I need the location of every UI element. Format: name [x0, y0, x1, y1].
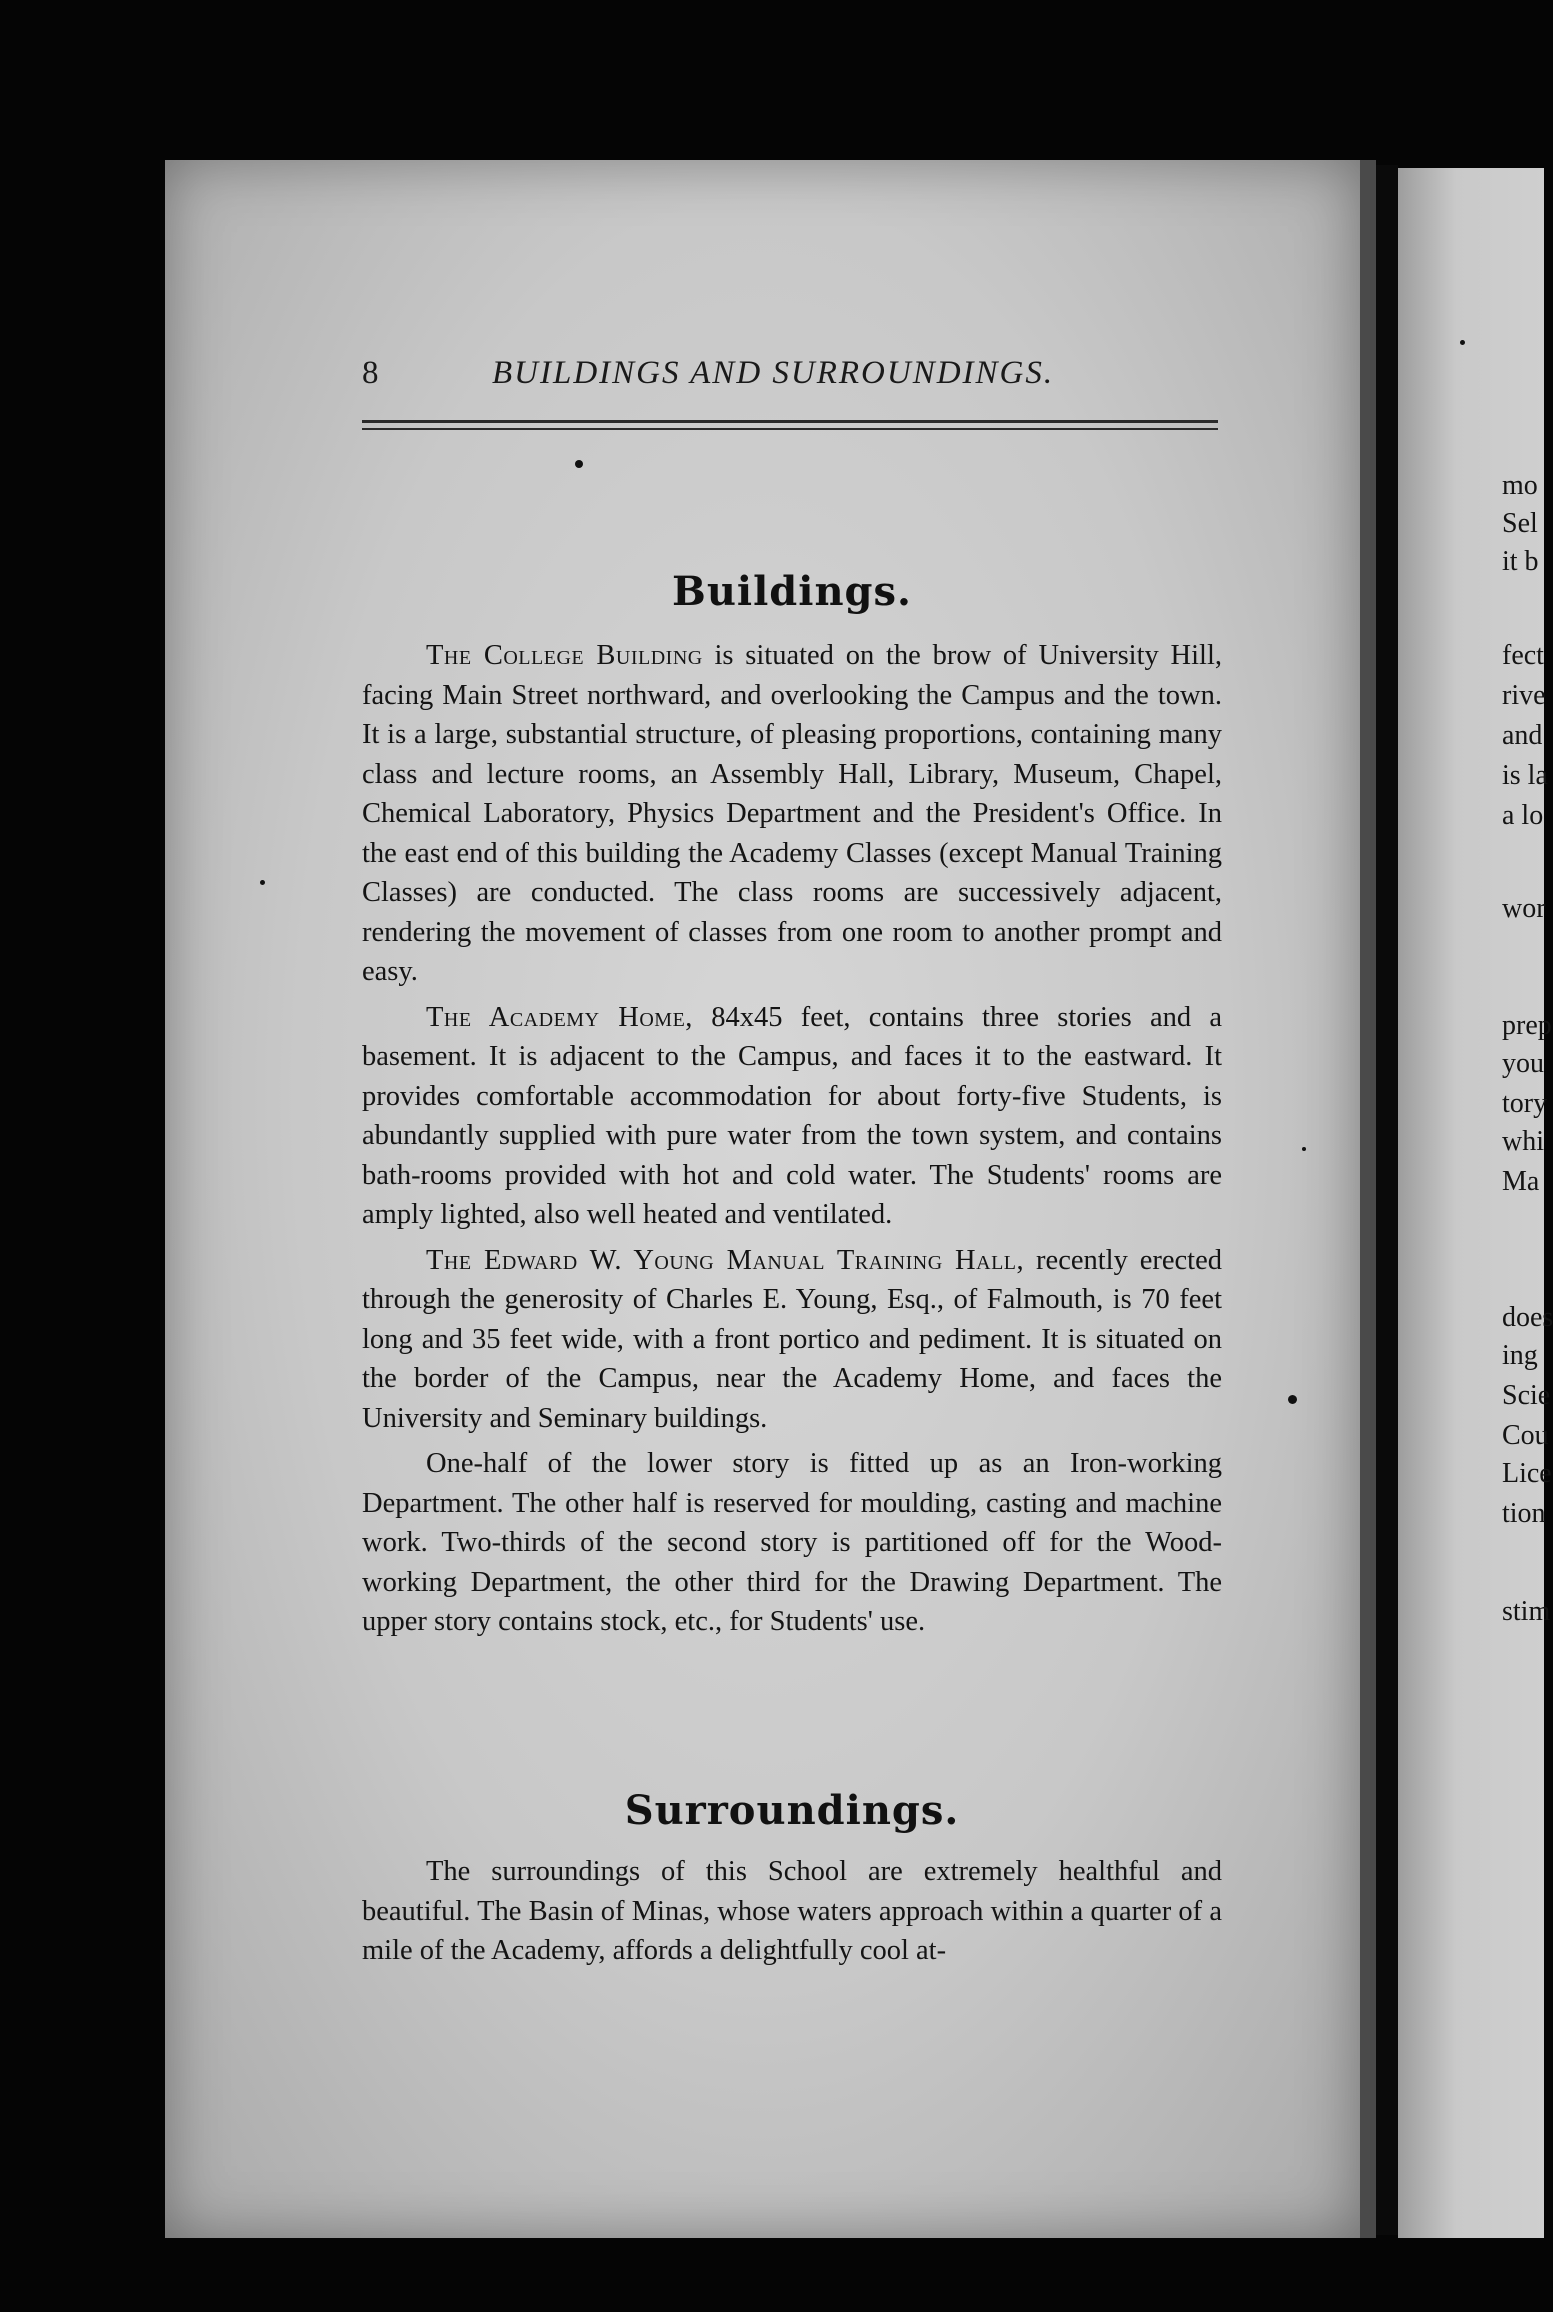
college-building-lead: The College Building: [426, 640, 703, 671]
buildings-heading: Buildings.: [672, 568, 912, 615]
fragment: and: [1502, 720, 1543, 751]
academy-home-text: 84x45 feet, contains three stories and a basement. It is adjacent to the Campus, and faces it to the eastward. It provides comfortable accommodation for about forty-five Students, is abundantly supplied with pure water from the town system, and contains bath-rooms provided with hot and cold water. The Students' rooms are amply lighted, also well heated and ventilated.: [362, 1001, 1222, 1230]
fragment: Scie: [1502, 1380, 1551, 1411]
fragment: it b: [1502, 546, 1539, 577]
fragment: tory: [1502, 1088, 1548, 1119]
ink-speck: [1460, 340, 1465, 345]
academy-home-lead: The Academy Home,: [426, 1001, 693, 1033]
running-header: [362, 355, 1222, 405]
fragment: Ma: [1502, 1166, 1540, 1197]
training-hall-paragraph: [362, 1241, 1222, 1439]
fragment: a lo: [1502, 800, 1544, 831]
fragment: ing: [1502, 1340, 1538, 1371]
surroundings-paragraph: The surroundings of this School are extremely healthful and beautiful. The Basin of Minas, whose waters approach within a quarter of a mile of the Academy, affords a delightfully cool at-: [362, 1856, 1222, 1966]
fragment: does: [1502, 1302, 1553, 1333]
fragment: Sel: [1502, 508, 1538, 539]
academy-home-paragraph: [362, 998, 1222, 1235]
fragment: Cou: [1502, 1420, 1549, 1451]
surroundings-heading: Surroundings.: [624, 1787, 960, 1834]
iron-working-paragraph: One-half of the lower story is fitted up as an Iron-working Department. The other half is reserved for moulding, casting and machine work. Two-thirds of the second story is partitioned off for the Wood-working Department, the other third for the Drawing Department. The upper story contains stock, etc., for Students' use.: [362, 1448, 1222, 1637]
fragment: whi: [1502, 1126, 1544, 1157]
fragment: fect: [1502, 640, 1544, 671]
training-hall-lead: The Edward W. Young Manual Training Hall,: [426, 1244, 1025, 1276]
fragment: wor: [1502, 893, 1546, 924]
fragment: prep: [1502, 1010, 1552, 1041]
ink-speck: [1288, 1395, 1297, 1404]
surroundings-text: [362, 1852, 1222, 1971]
header-rule-top: [362, 420, 1218, 423]
fragment: tion: [1502, 1498, 1546, 1529]
ink-speck: [260, 880, 265, 885]
ink-speck: [575, 460, 583, 468]
fragment: you: [1502, 1048, 1544, 1079]
fragment: is la: [1502, 760, 1548, 791]
training-hall-text: recently erected through the generosity of Charles E. Young, Esq., of Falmouth, is 70 feet long and 35 feet wide, with a front portico and pediment. It is situated on the border of the Campus, near the Academy Home, and faces the University and Seminary buildings.: [362, 1244, 1222, 1434]
fragment: Lice: [1502, 1458, 1552, 1489]
fragment: mo: [1502, 470, 1538, 501]
buildings-text: [362, 636, 1222, 1642]
ink-speck: [1302, 1147, 1306, 1151]
fragment: stim: [1502, 1596, 1551, 1627]
fragment: rive: [1502, 680, 1546, 711]
header-rule-bottom: [362, 428, 1218, 430]
running-head-title: BUILDINGS AND SURROUNDINGS.: [492, 355, 1055, 391]
page-divider: [1376, 165, 1398, 2235]
page-number: 8: [362, 355, 381, 391]
college-building-paragraph: [362, 636, 1222, 992]
college-building-text: is situated on the brow of University Hill, facing Main Street northward, and overlooking the Campus and the town. It is a large, substantial structure, of pleasing proportions, containing many class and lecture rooms, an Assembly Hall, Library, Museum, Chapel, Chemical Laboratory, Physics Department and the President's Office. In the east end of this building the Academy Classes (except Manual Training Classes) are conducted. The class rooms are successively adjacent, rendering the movement of classes from one room to another prompt and easy.: [362, 640, 1222, 987]
page-gutter: [1360, 160, 1376, 2238]
